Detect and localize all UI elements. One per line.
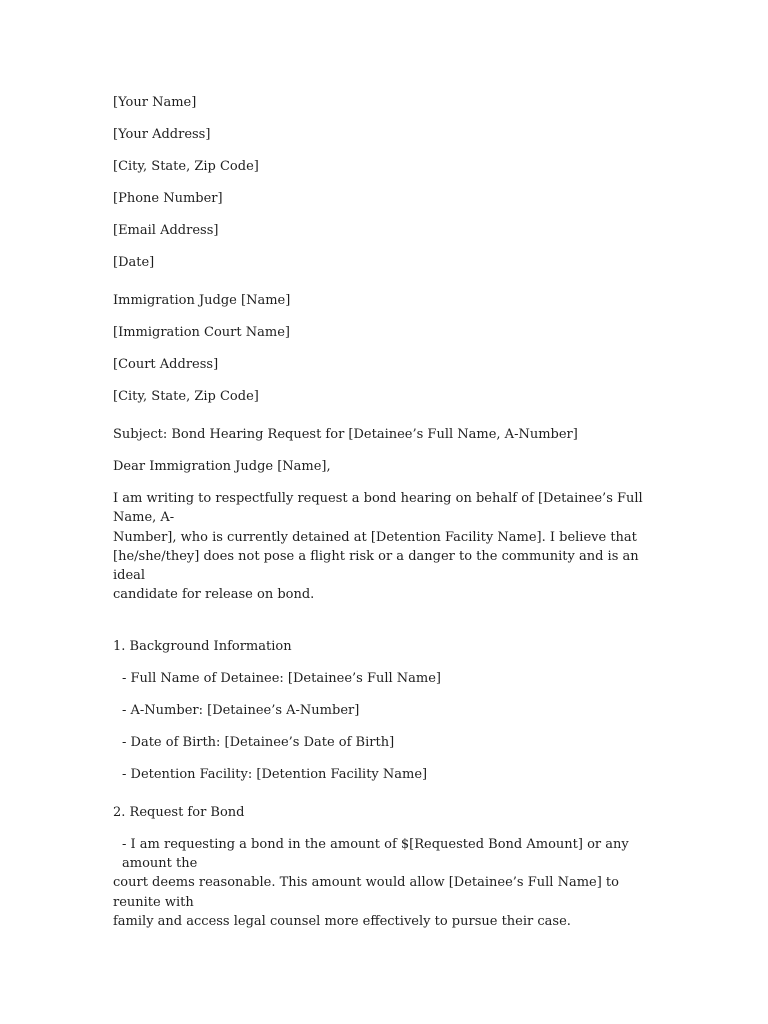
background-list	[113, 669, 653, 784]
intro-line: I am writing to respectfully request a bond hearing on behalf of [Detainee’s Full Name, A-	[113, 491, 643, 526]
bond-request-line: - I am requesting a bond in the amount of $[Requested Bond Amount] or any amount the	[122, 836, 629, 872]
recipient-court-address: [Court Address]	[113, 357, 219, 372]
recipient-block	[113, 291, 653, 406]
bond-request-line: family and access legal counsel more effectively to pursue their case.	[113, 913, 571, 929]
intro-paragraph	[113, 489, 653, 605]
list-item: - Detention Facility: [Detention Facility Name]	[122, 766, 428, 782]
intro-line: [he/she/they] does not pose a flight risk or a danger to the community and is an ideal	[113, 548, 639, 584]
bond-request-line: court deems reasonable. This amount would allow [Detainee’s Full Name] to reunite with	[113, 875, 619, 910]
list-item: - Date of Birth: [Detainee’s Date of Birth]	[122, 734, 395, 750]
sender-block	[113, 93, 653, 272]
recipient-judge: Immigration Judge [Name]	[113, 293, 291, 308]
letter-page	[113, 93, 653, 931]
section-heading-request-for-bond: 2. Request for Bond	[113, 804, 245, 820]
sender-name: [Your Name]	[113, 95, 197, 110]
sender-address: [Your Address]	[113, 127, 211, 142]
recipient-city-state-zip: [City, State, Zip Code]	[113, 389, 259, 404]
section-heading-background: 1. Background Information	[113, 638, 292, 654]
intro-line: Number], who is currently detained at [Detention Facility Name]. I believe that	[113, 529, 637, 545]
sender-city-state-zip: [City, State, Zip Code]	[113, 159, 259, 174]
intro-line: candidate for release on bond.	[113, 587, 315, 603]
letter-date: [Date]	[113, 255, 155, 270]
bond-request-paragraph	[113, 835, 653, 931]
list-item: - Full Name of Detainee: [Detainee’s Full Name]	[122, 670, 442, 686]
recipient-court-name: [Immigration Court Name]	[113, 325, 290, 340]
sender-email: [Email Address]	[113, 223, 219, 238]
sender-phone: [Phone Number]	[113, 191, 223, 206]
salutation: Dear Immigration Judge [Name],	[113, 459, 331, 474]
list-item: - A-Number: [Detainee’s A-Number]	[122, 702, 360, 718]
subject-line: Subject: Bond Hearing Request for [Detainee’s Full Name, A-Number]	[113, 427, 578, 442]
